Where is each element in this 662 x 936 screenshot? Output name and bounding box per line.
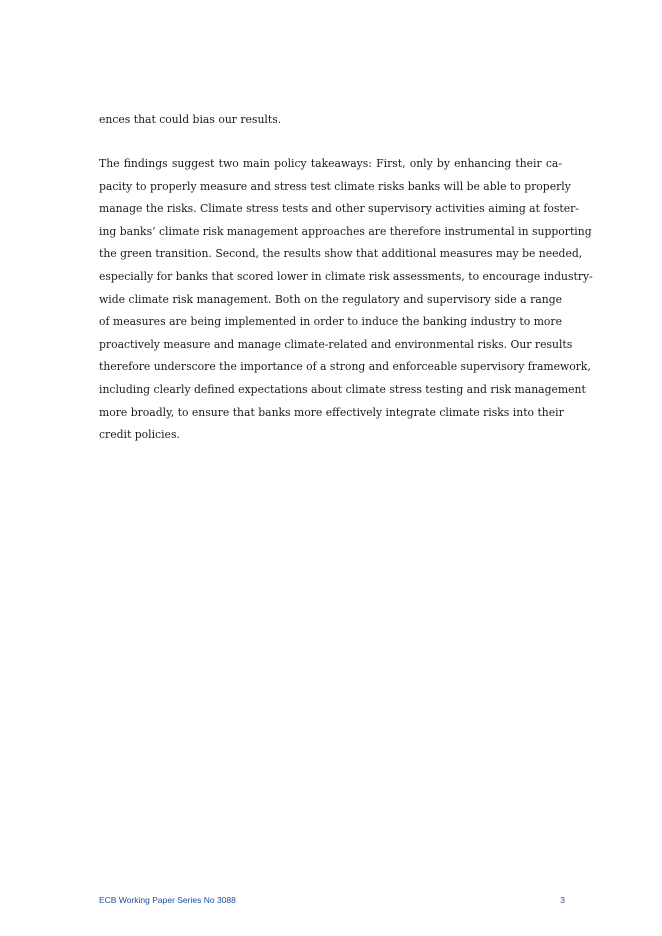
paragraph-line: the green transition. Second, the results show that additional measures may be needed, bbox=[99, 247, 583, 261]
paragraph-line: The findings suggest two main policy takeaways: First, only by enhancing their ca- bbox=[99, 157, 562, 170]
paragraph-line: ing banks’ climate risk management approaches are therefore instrumental in supporting bbox=[99, 224, 592, 238]
paragraph-line: manage the risks. Climate stress tests and other supervisory activities aiming at foster- bbox=[99, 202, 579, 216]
footer-page-number: 3 bbox=[560, 895, 565, 905]
paragraph-line: therefore underscore the importance of a strong and enforceable supervisory framework, bbox=[99, 360, 591, 374]
paragraph-line: credit policies. bbox=[99, 428, 180, 442]
paragraph-line: of measures are being implemented in order to induce the banking industry to more bbox=[99, 315, 562, 329]
continuation-paragraph bbox=[99, 109, 562, 132]
paragraph-line: especially for banks that scored lower in climate risk assessments, to encourage industry- bbox=[99, 269, 593, 283]
paragraph-line: pacity to properly measure and stress test climate risks banks will be able to properly bbox=[99, 179, 571, 193]
paragraph-line: including clearly defined expectations about climate stress testing and risk management bbox=[99, 382, 586, 396]
policy-takeaways-paragraph bbox=[99, 153, 593, 447]
paragraph-line: wide climate risk management. Both on the regulatory and supervisory side a range bbox=[99, 292, 562, 306]
continuation-line: ences that could bias our results. bbox=[99, 113, 282, 126]
footer-series-title: ECB Working Paper Series No 3088 bbox=[99, 895, 236, 905]
paragraph-line: proactively measure and manage climate-related and environmental risks. Our results bbox=[99, 337, 573, 351]
paragraph-line: more broadly, to ensure that banks more effectively integrate climate risks into their bbox=[99, 405, 564, 419]
